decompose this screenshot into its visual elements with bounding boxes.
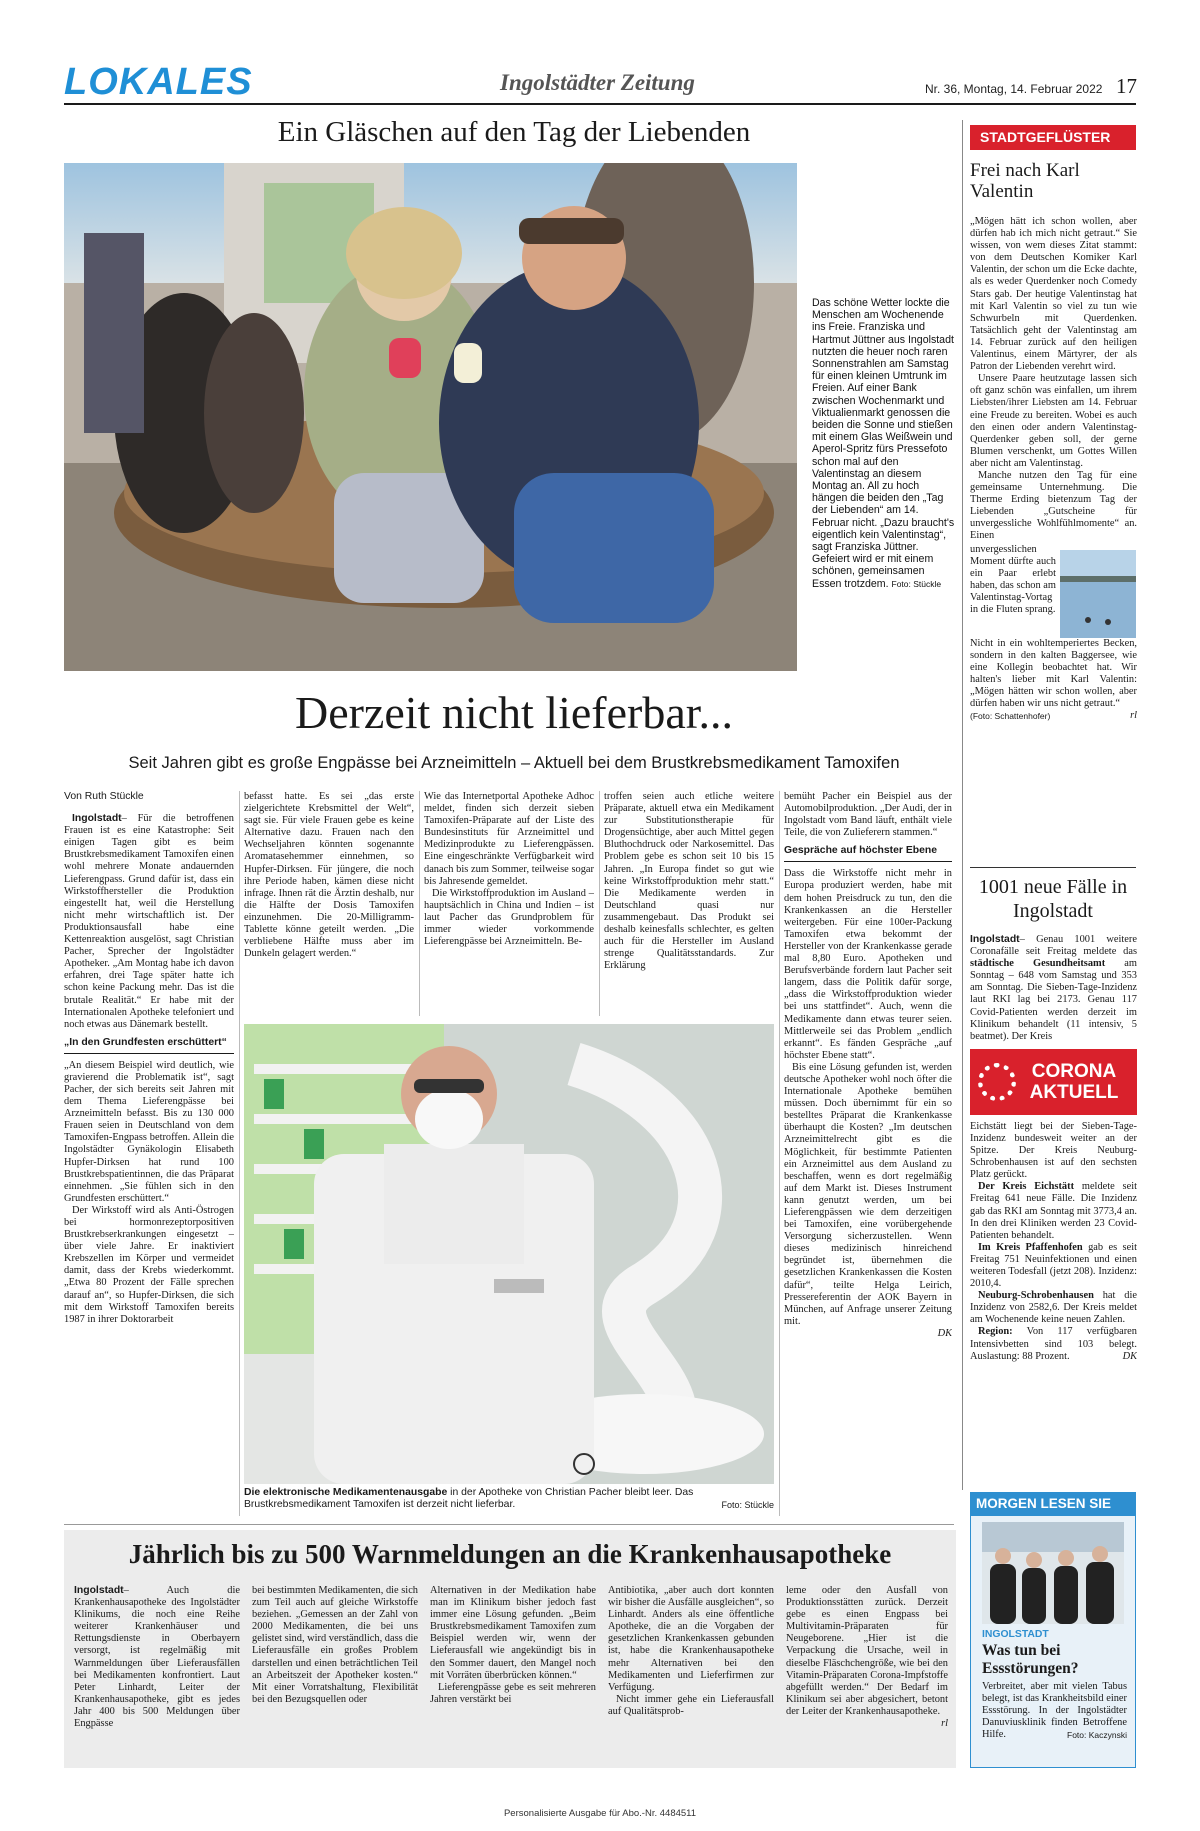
- sidebar-text: „Mögen hätt ich schon wollen, aber dürfen hab ich mich nicht getraut.“ Sie wissen, von wem dieses Zitat stammt: von dem Deutschen Komiker Karl Valentin, der schon um die Ecke dachte, als es weder Querdenker noch Comedy Stars gab. Der heutige Valentinstag hat mit Karl Valentin so viel zu tun wie Schwurbeln mit Querdenken. Tatsächlich geht der Valentinstag am 14. Februar zurück auf den heiligen Valentinus, einem Märtyrer, der als Patron der Liebenden verehrt wird. Unsere Paare heutzutage lassen sich oft ganz schön was einfallen, um ihrem Liebsten/ihrer Liebsten am 14. Februar eine Freude zu bereiten. Wobei es auch den einen oder andern Valentinstag-Querdenker geben soll, der gerne Blumen verschenkt, um Gottes Willen aber nicht am Valentinstag. Manche nutzen den Tag für eine gemeinsame Unternehmung. Die Therme Erding bietenzum Tag der Liebenden „Gutscheine für unvergessliche Wohlfühlmomente“ an. Einen unvergesslichen Moment dürfte auch ein Paar erlebt haben, das schon am Valentinstag-Vortag in die Fluten sprang. Nicht in ein wohltemperiertes Becken, sondern in den kalten Baggersee, wie eine Kollegin beobachtet hat. Wir halten's lieber mit Karl Valentin: „Mögen hätten wir schon wollen, aber dürfen haben wir uns nicht getraut.“ (Foto: Schattenhofer) rl: [970, 216, 1137, 722]
- top-story-credit: Foto: Stückle: [891, 578, 942, 589]
- column-divider: [779, 791, 780, 1516]
- main-signoff: DK: [937, 1327, 952, 1339]
- teaser-kicker: INGOLSTADT: [982, 1629, 1049, 1640]
- main-col-1: Von Ruth Stückle Ingolstadt– Für die betroffenen Frauen ist es eine Katastrophe: Seit einigen Tagen gibt es beim Brustkrebsmedikament Tamoxifen einen wohl mehrere Monate andauernden Lieferengpass. Grund dafür ist, dass ein Wirkstoffhersteller die Produktion eingestellt hat, weil die Herstellung nicht mehr wirtschaftlich ist. Der Produktionsausfall habe eine Kettenreaktion ausgelöst, sagt Christian Pacher, Sprecher der Ingolstädter Apotheker. „Am Montag habe ich davon erfahren, drei Tage später hatte ich schon keine Packung mehr. Das ist die brutale Realität.“ Er habe mit der Internationalen Apotheke telefoniert und noch etwas aus Dänemark bestellt. „In den Grundfesten erschüttert“ „An diesem Beispiel wird deutlich, wie gravierend die Problematik ist“, sagt Pacher, der sich bereits seit Jahren mit dem Thema Lieferengpässe bei Arzneimitteln befasst. Bis zu 130 000 Frauen seien in Deutschland von dem Tamoxifen-Engpass betroffen. Allein die Ingolstädter Gynäkologin Elisabeth Hupfer-Dirksen hat rund 100 Brustkrebspatientinnen, die das Präparat einnehmen. „Sie fühlen sich in den Grundfesten erschüttert.“ Der Wirkstoff wird als Anti-Östrogen bei hormonrezeptorpositiven Brustkrebserkrankungen eingesetzt – über viele Jahre. Er inaktiviert Krebszellen im Körper und vermeidet damit, dass der Krebs wiederkommt. „Etwa 80 Prozent der Fälle sprechen darauf an“, so Hupfer-Dirksen, die sich mit dem Wirkstoff Tamoxifen bereits 1987 in ihrer Doktorarbeit: [64, 791, 234, 1325]
- main-col-5: bemüht Pacher ein Beispiel aus der Automobilproduktion. „Der Audi, der in Ingolstadt vom Band läuft, enthält viele Teile, die von Zulieferern stammen.“ Gespräche auf höchster Ebene Dass die Wirkstoffe nicht mehr in Europa produziert werden, habe mit dem hohen Preisdruck zu tun, den die Krankenkassen an die Hersteller weitergeben. Für eine 100er-Packung Tamoxifen etwa bekommt der Hersteller von der Krankenkasse gerade mal 8,80 Euro. Apotheken und Berufsverbände fordern laut Pacher seit langem, dass die Politik dafür sorge, „dass die Wirkstoffproduktion wieder bei uns stattfindet“. Auch, wenn die Medikamente dann etwas teurer seien. Mittlerweile sei das Problem „endlich erkannt“. Es fänden Gespräche „auf höchster Ebene statt“. Bis eine Lösung gefunden ist, werden deutsche Apotheker wohl noch öfter die Internationale Apotheke bemühen müssen. Doch übernimmt für ein so bestelltes Präparat die Krankenkasse überhaupt die Kosten? „Im deutschen Arzneimittelrecht gibt es die Möglichkeit, für bestimmte Patienten ein Arzneimittel aus dem Ausland zu beschaffen, wenn es dort regelmäßig auf dem Markt ist. Dieses Instrument kann genutzt werden, um bei Lieferengpässen wie dem derzeitigen bei Tamoxifen, eine vorübergehende Versorgung sicherzustellen. Wenn dieses medizinisch hinreichend begründet ist, übernehmen die gesetzlichen Krankenkassen die Kosten dafür“, teilte Helga Leirich, Pressereferentin der AOK Bayern in München, auf Anfrage unserer Zeitung mit. DK: [784, 791, 952, 1339]
- corona-signoff: DK: [1122, 1350, 1137, 1362]
- issue-date: Nr. 36, Montag, 14. Februar 2022: [925, 82, 1103, 96]
- virus-icon: [978, 1063, 1016, 1101]
- main-col-3: Wie das Internetportal Apotheke Adhoc meldet, finden sich derzeit sieben Tamoxifen-Präparate auf der Liste des Bundesinstituts für Arzneimittel und Medizinprodukte zu Lieferengpässen. Eine eingeschränkte Verfügbarkeit wird danach bis zum Sommer, teilweise sogar bis Jahresende gemeldet. Die Wirkstoffproduktion im Ausland – hauptsächlich in China und Indien – ist laut Pacher das Grundproblem für immer wieder vorkommende Lieferengpässe bei Arzneimitteln. Be-: [424, 791, 594, 948]
- column-divider: [239, 791, 240, 1516]
- teaser-credit: Foto: Kaczynski: [1067, 1730, 1127, 1741]
- main-col-4: troffen seien auch etliche weitere Präparate, aktuell etwa ein Medikament zur Substitutionstherapie für Drogensüchtige, aber auch Mittel gegen Bluthochdruck oder Narkosemittel. Das Problem gebe es schon seit 10 bis 15 Jahren. „In Europa findet so gut wie keine Wirkstoffproduktion mehr statt.“ Die Medikamente werden in Deutschland quasi nur zusammengebaut. Das Produkt sei deshalb keinesfalls schlechter, es gelten auch für die Hersteller im Ausland strenge Qualitätsstandards. Zur Erklärung: [604, 791, 774, 972]
- pharmacist-photo-caption: Die elektronische Medikamentenausgabe in der Apotheke von Christian Pacher bleibt leer. Das Brustkrebsmedikament Tamoxifen ist derzeit nicht lieferbar. Foto: Stückle: [244, 1487, 774, 1510]
- third-col-2: bei bestimmten Medikamenten, die sich zum Teil auch auf gleiche Wirkstoffe beziehen. „Gemessen an der Zahl von 2000 Medikamenten, die bei uns gelistet sind, wird verständlich, dass die Lieferausfälle ein großes Problem darstellen und einen beträchtlichen Teil an Arbeitszeit der Apotheker kosten.“ Mit einer Vorratshaltung, Flexibilität bei den Bezugsquellen oder: [252, 1585, 418, 1705]
- third-col-1: Ingolstadt– Auch die Krankenhausapotheke des Ingolstädter Klinikums, die noch eine Reihe weiterer Krankenhäuser und Rettungsdienste in Oberbayern versorgt, ist regelmäßig mit Warnmeldungen über Lieferausfällen bei Medikamenten konfrontiert. Laut Peter Linhardt, Leiter der Krankenhausapotheke, gibt es jedes Jahr 400 bis 500 Meldungen über Engpässe: [74, 1585, 240, 1730]
- teaser-label: MORGEN LESEN SIE: [970, 1492, 1136, 1516]
- couple-photo: [64, 163, 797, 671]
- corona-badge: CORONA AKTUELL: [970, 1049, 1137, 1115]
- paper-logo: Ingolstädter Zeitung: [500, 70, 695, 95]
- corona-text: Ingolstadt– Genau 1001 weitere Coronafälle seit Freitag meldete das städtische Gesundheitsamt am Sonntag – 648 vom Samstag und 353 am Sonntag. Die Sieben-Tage-Inzidenz laut RKI lag bei 2173. Genau 117 Covid-Patienten werden derzeit im Klinikum behandelt (11 intensiv, 5 beatmet). Der Kreis CORONA AKTUELL Eichstätt liegt bei der Sieben-Tage-Inzidenz bundesweit weiter an der Spitze. Der Kreis Neuburg-Schrobenhausen ist auf den sechsten Platz gerückt. Der Kreis Eichstätt meldete seit Freitag 641 neue Fälle. Die Inzidenz gab das RKI am Sonntag mit 3773,4 an. In den drei Kliniken werden 23 Covid-Patienten behandelt. Im Kreis Pfaffenhofen gab es seit Freitag 751 Neuinfektionen und einen weiteren Todesfall (jetzt 208). Inzidenz: 2010,4. Neuburg-Schrobenhausen hat die Inzidenz von 2582,6. Der Kreis meldet am Wochenende keine neuen Zahlen. Region: Von 117 verfügbaren Intensivbetten sind 103 belegt. Auslastung: 88 Prozent. DK: [970, 934, 1137, 1362]
- teaser-text: Verbreitet, aber mit vielen Tabus belegt, ist das Krankheitsbild einer Essstörung. In der Ingolstädter Danuviusklinik finden Betroffene Hilfe. Foto: Kaczynski: [982, 1681, 1127, 1741]
- dateline: Ingolstadt: [72, 813, 122, 825]
- page-number: 17: [1116, 74, 1137, 98]
- masthead-rule: [64, 103, 1136, 105]
- teaser-photo: [982, 1522, 1124, 1624]
- third-story-headline: Jährlich bis zu 500 Warnmeldungen an die Krankenhausapotheke: [128, 1539, 892, 1569]
- third-col-5: leme oder den Ausfall von Produktionsstätten zurück. Derzeit gebe es einen Engpass bei Multivitamin-Präparaten für Neugeborene. „Hier ist die Verpackung die Ursache, weil in dieselbe Fläschchengröße, wie bei den Vitamin-Präparaten Corona-Impfstoffe abgefüllt werden.“ Der Bedarf im Klinikum sei aber abgesichert, betont der Leiter der Krankenhausapotheke. rl: [786, 1585, 948, 1730]
- section-title: LOKALES: [64, 61, 253, 103]
- pharmacist-photo: [244, 1024, 774, 1484]
- third-story-rule: [64, 1524, 954, 1525]
- third-col-4: Antibiotika, „aber auch dort konnten wir bisher die Ausfälle ausgleichen“, so Linhardt. Anders als eine öffentliche Apotheke, die an die Vorgaben der gesetzlichen Krankenkassen gebunden ist, habe die Krankenhausapotheke mehr Alternativen bei den Medikamenten und Lieferfirmen zur Verfügung. Nicht immer gehe ein Lieferausfall auf Qualitätsprob-: [608, 1585, 774, 1717]
- byline: Von Ruth Stückle: [64, 791, 144, 802]
- pharmacist-photo-credit: Foto: Stückle: [721, 1500, 774, 1510]
- lake-photo: [1060, 550, 1136, 638]
- corona-dateline: Ingolstadt: [970, 934, 1020, 945]
- column-divider: [599, 791, 600, 1016]
- corona-headline: 1001 neue Fälle in Ingolstadt: [978, 876, 1128, 922]
- sidebar-label: STADTGEFLÜSTER: [970, 125, 1136, 150]
- top-story-headline: Ein Gläschen auf den Tag der Liebenden: [277, 116, 751, 148]
- subhead-grundfesten: „In den Grundfesten erschüttert“: [64, 1037, 234, 1054]
- sidebar-divider: [962, 120, 963, 1490]
- subhead-hoechste-ebene: Gespräche auf höchster Ebene: [784, 845, 952, 862]
- sidebar-signoff: rl: [1130, 710, 1137, 722]
- sidebar-rule: [970, 867, 1136, 868]
- main-col-2: befasst hatte. Es sei „das erste zielgerichtete Krebsmittel der Welt“, sagt sie. Für viele Frauen gebe es keine Alternative dazu. Frauen nach den Wechseljahren könnten sogenannte Aromatasehemmer einnehmen, so Hupfer-Dirksen. Für jüngere, die noch ihre Periode haben, kämen diese nicht infrage. Ihnen rät die Ärztin deshalb, nur die Hälfte der Dosis Tamoxifen einzunehmen. Die 20-Milligramm-Tablette könne geteilt werden. „Die verbliebene Hälfte muss aber im Dunkeln gelagert werden.“: [244, 791, 414, 960]
- third-col-3: Alternativen in der Medikation habe man im Klinikum bisher jedoch fast immer eine Lösung gefunden. „Beim Brustkrebsmedikament Tamoxifen zum Beispiel werden wir, wenn der Lieferausfall wie angekündigt bis in den Sommer dauert, den Mangel noch mit Vorräten überbrücken können.“ Lieferengpässe gebe es seit mehreren Jahren verstärkt bei: [430, 1585, 596, 1705]
- sidebar-headline: Frei nach Karl Valentin: [970, 160, 1080, 202]
- column-divider: [419, 791, 420, 1016]
- teaser-headline: Was tun bei Essstörungen?: [982, 1642, 1079, 1677]
- sidebar-credit: (Foto: Schattenhofer): [970, 711, 1051, 722]
- third-signoff: rl: [941, 1718, 948, 1730]
- main-subheadline: Seit Jahren gibt es große Engpässe bei Arzneimitteln – Aktuell bei dem Brustkrebsmedikament Tamoxifen: [128, 754, 900, 772]
- main-headline: Derzeit nicht lieferbar...: [294, 687, 734, 738]
- footer-note: Personalisierte Ausgabe für Abo.-Nr. 4484511: [503, 1808, 697, 1819]
- top-story-caption: Das schöne Wetter lockte die Menschen am Wochenende ins Freie. Franziska und Hartmut Jüttner aus Ingolstadt nutzten die heuer noch raren Sonnenstrahlen am Samstag für einen kleinen Umtrunk im Freien. Auf einer Bank zwischen Wochenmarkt und Viktualienmarkt genossen die beiden die Sonne und stießen mit einem Glas Weißwein und Aperol-Spritz fürs Pressefoto schon mal auf den Valentinstag an diesem Montag an. All zu hoch hängen die beiden den „Tag der Liebenden“ am 14. Februar nicht. „Dazu braucht's eigentlich kein Valentinstag“, sagt Franziska Jüttner. Gefeiert wird er mit einem schönen, gemeinsamen Essen trotzdem. Foto: Stückle: [812, 297, 955, 590]
